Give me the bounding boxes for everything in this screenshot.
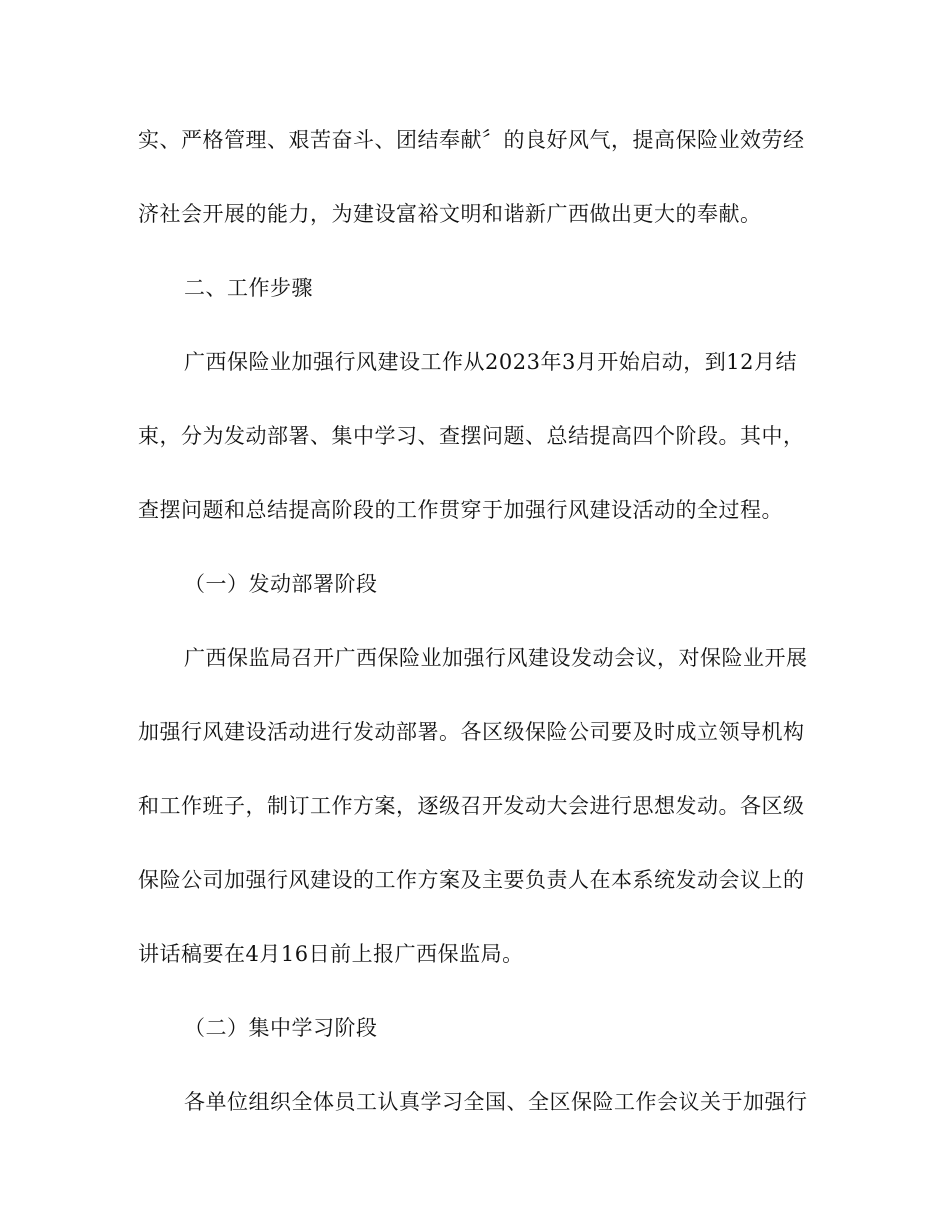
paragraph-line: 广西保险业加强行风建设工作从2023年3月开始启动，到12月结 [184,350,798,374]
section-heading-work-steps: 二、工作步骤 [184,276,313,300]
paragraph-line: 济社会开展的能力，为建设富裕文明和谐新广西做出更大的奉献。 [138,202,762,226]
paragraph-line: 和工作班子，制订工作方案，逐级召开发动大会进行思想发动。各区级 [138,794,805,818]
paragraph-line: 查摆问题和总结提高阶段的工作贯穿于加强行风建设活动的全过程。 [138,498,783,522]
paragraph-line: 各单位组织全体员工认真学习全国、全区保险工作会议关于加强行 [184,1090,808,1114]
paragraph-line: 加强行风建设活动进行发动部署。各区级保险公司要及时成立领导机构 [138,720,805,744]
subsection-heading-mobilization: （一）发动部署阶段 [184,572,378,596]
paragraph-line: 实、严格管理、艰苦奋斗、团结奉献〞的良好风气，提高保险业效劳经 [138,128,805,152]
paragraph-line: 保险公司加强行风建设的工作方案及主要负责人在本系统发动会议上的 [138,868,805,892]
paragraph-line: 广西保监局召开广西保险业加强行风建设发动会议，对保险业开展 [184,646,808,670]
paragraph-line: 讲话稿要在4月16日前上报广西保监局。 [138,942,524,966]
subsection-heading-study: （二）集中学习阶段 [184,1016,378,1040]
paragraph-line: 束，分为发动部署、集中学习、查摆问题、总结提高四个阶段。其中， [138,424,805,448]
